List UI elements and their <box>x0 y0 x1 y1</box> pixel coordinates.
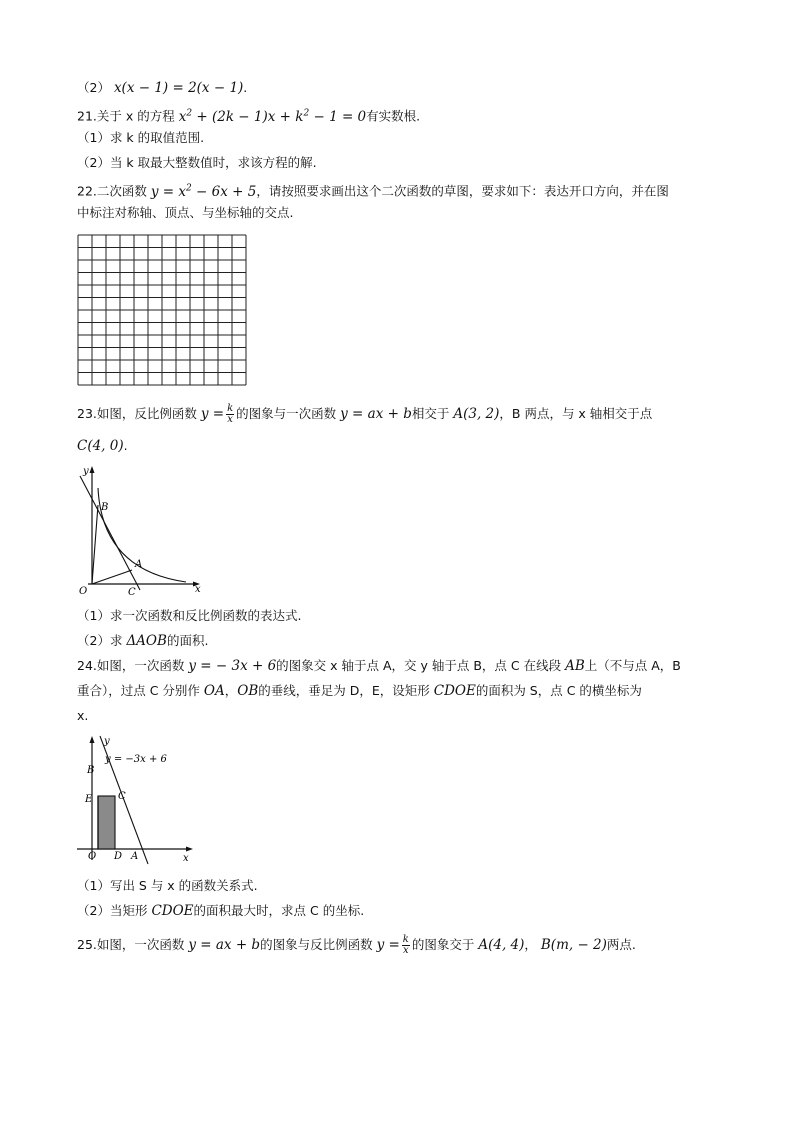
q21-stem: 21.关于 x 的方程 $x^2 + (2k - 1)x + k^2 - 1 = 0$有实数根. <box>77 108 421 125</box>
q24-stem: 24.如图，一次函数 y = − 3x + 6的图象交 x 轴于点 A，交 y 轴于点 B，点 C 在线段 AB上（不与点 A，B <box>77 658 681 674</box>
q24-stem-line3: x. <box>77 708 89 723</box>
q20-part2: （2） x(x − 1) = 2(x − 1). <box>77 80 248 96</box>
q25-point-a: A(4, 4) <box>478 937 525 953</box>
q22-stem-line2: 中标注对称轴、顶点、与坐标轴的交点. <box>77 205 294 220</box>
q23-part1: （1）求一次函数和反比例函数的表达式. <box>77 608 302 623</box>
q22-grid <box>77 234 247 386</box>
q24-equation: y = − 3x + 6 <box>188 658 277 674</box>
q24-label-y: y <box>104 736 110 747</box>
q23-label-x: x <box>195 584 201 595</box>
q23-label-a: A <box>135 559 143 570</box>
q23-part2: （2）求 ΔAOB的面积. <box>77 633 209 649</box>
q24-part1: （1）写出 S 与 x 的函数关系式. <box>77 878 258 893</box>
q23-point-c: C(4, 0) <box>77 438 124 454</box>
q24-label-c: C <box>118 791 126 802</box>
q21-part2: （2）当 k 取最大整数值时，求该方程的解. <box>77 155 317 170</box>
q21-part1: （1）求 k 的取值范围. <box>77 130 205 145</box>
q24-label-o: O <box>88 851 97 862</box>
q23-point-a: A(3, 2) <box>453 406 500 422</box>
q23-label-o: O <box>79 586 88 597</box>
q23-stem-line2: C(4, 0). <box>77 438 128 454</box>
q24-fig-equation: y = −3x + 6 <box>105 754 167 765</box>
q22-equation: $y = x^2 - 6x + 5$ <box>150 183 257 200</box>
q23-fraction: $\frac{k}{x}$ <box>227 403 234 425</box>
q23-label-b: B <box>101 502 109 513</box>
q23-stem: 23.如图，反比例函数 y = $\frac{k}{x}$ 的图象与一次函数 y = ax + b相交于 A(3, 2)，B 两点，与 x 轴相交于点 <box>77 403 653 425</box>
q22-stem: 22.二次函数 $y = x^2 - 6x + 5$，请按照要求画出这个二次函数的草图，要求如下：表达开口方向，并在图 <box>77 183 669 200</box>
q24-label-x: x <box>183 853 189 864</box>
q25-point-b: B(m, − 2) <box>540 937 607 953</box>
q24-stem-line2: 重合），过点 C 分别作 OA，OB的垂线，垂足为 D，E，设矩形 CDOE的面积为 S，点 C 的横坐标为 <box>77 683 642 699</box>
q24-label-b: B <box>87 765 95 776</box>
q21-equation: $x^2 + (2k - 1)x + k^2 - 1 = 0$ <box>178 108 367 125</box>
q24-label-e: E <box>85 794 93 805</box>
q23-label-y: y <box>83 466 89 477</box>
q23-label-c: C <box>128 587 136 597</box>
q24-figure <box>74 732 199 867</box>
q25-stem: 25.如图，一次函数 y = ax + b的图象与反比例函数 y = $\frac{k}{x}$ 的图象交于 A(4, 4)， B(m, − 2)两点. <box>77 934 636 956</box>
q24-label-d: D <box>114 851 123 862</box>
q24-label-a: A <box>131 851 139 862</box>
q24-part2: （2）当矩形 CDOE的面积最大时，求点 C 的坐标. <box>77 903 365 919</box>
q25-fraction: $\frac{k}{x}$ <box>402 934 409 956</box>
q23-figure <box>74 462 209 597</box>
q20-equation: x(x − 1) = 2(x − 1) <box>113 80 244 96</box>
